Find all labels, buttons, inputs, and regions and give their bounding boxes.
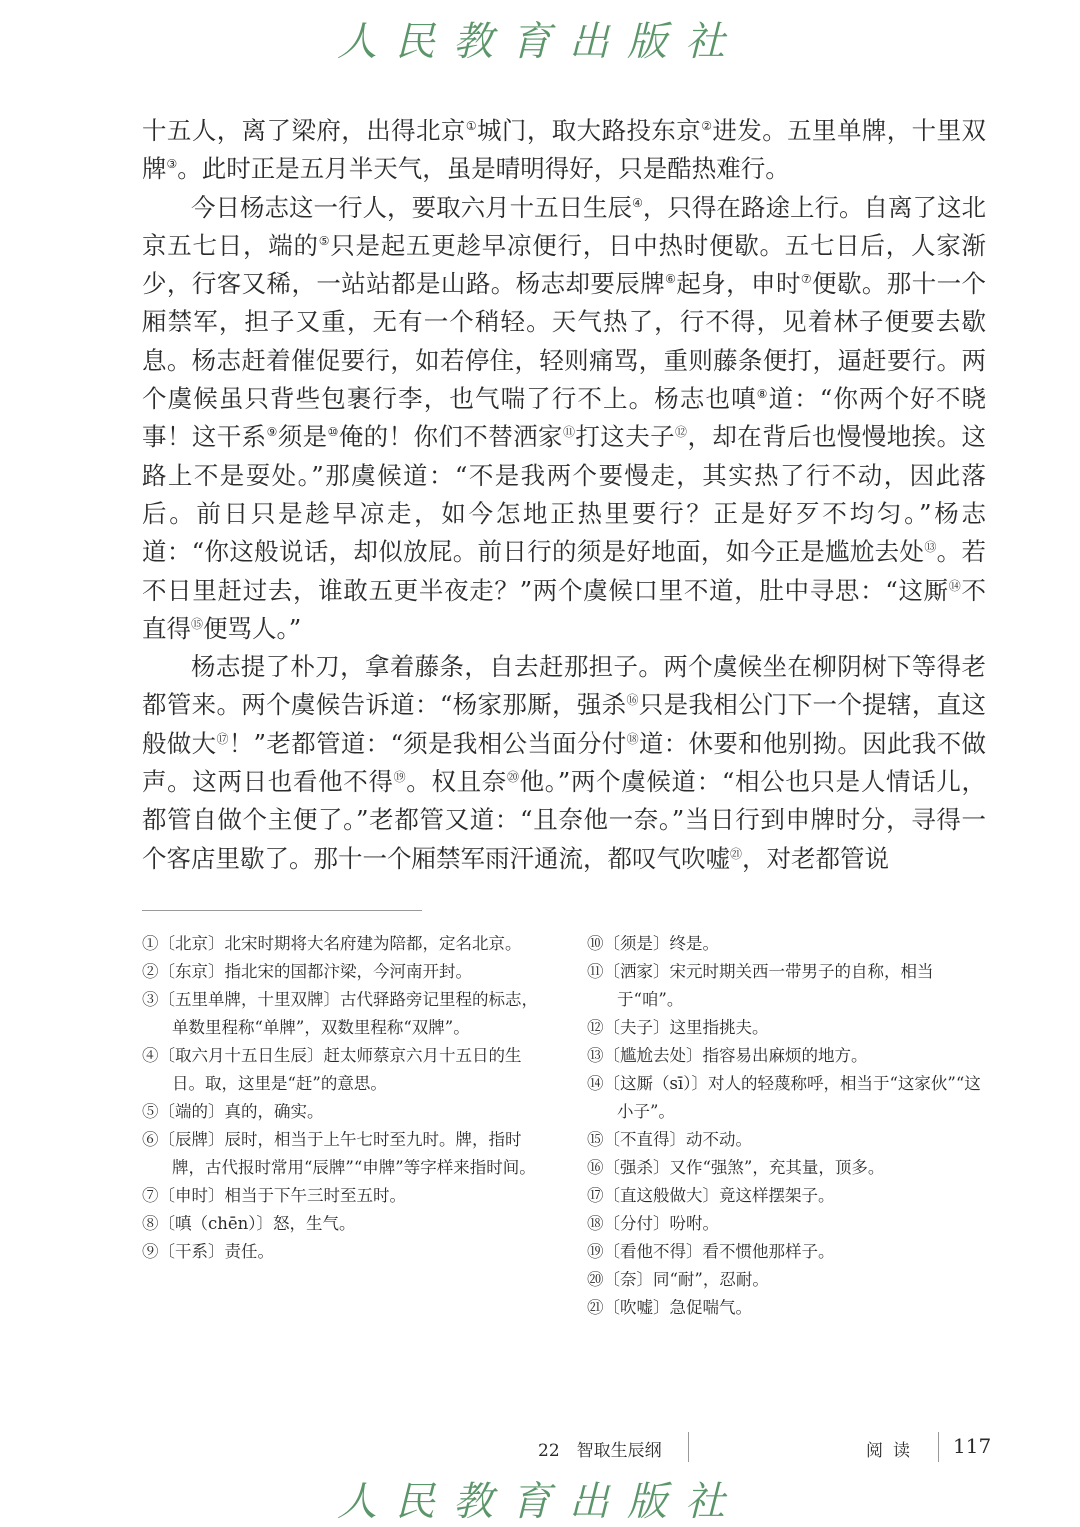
paragraph-1 (142, 112, 986, 189)
paragraph-2 (142, 189, 986, 649)
text-run: 杨志提了朴刀，拿着藤条，自去赶那担子。两个虞候坐在柳阴树下等得老都管来。两个虞候告诉道：“杨家那厮，强杀 (142, 652, 986, 720)
footnote-ref[interactable]: ⑰ (216, 731, 229, 746)
footnote: ⑳〔奈〕同“耐”，忍耐。 (587, 1270, 769, 1289)
footnote: ⑪〔洒家〕宋元时期关西一带男子的自称，相当于“咱”。 (587, 962, 934, 1009)
text-run: ，却在背后也慢慢地挨。这路上不是耍处。”那虞候道：“不是我两个要慢走，其实热了行不动，因此落后。前日只是趁早凉走，如今怎地正热里要行？正是好歹不均匀。”杨志道：“你这般说话，却似放屁。前日行的须是好地面，如今正是尴尬去处 (142, 422, 986, 567)
footnote-ref[interactable]: ⑨ (266, 425, 278, 440)
text-run: 。若不日里赶过去，谁敢五更半夜走？”两个虞候口里不道，肚中寻思：“这厮 (142, 537, 986, 605)
text-run: 打这夫子 (575, 422, 676, 452)
footnote: ⑭〔这厮（sī）〕对人的轻蔑称呼，相当于“这家伙”“这小子”。 (587, 1074, 981, 1121)
text-run: 今日杨志这一行人，要取六月十五日生辰 (191, 192, 633, 222)
footnotes-left-column (142, 930, 542, 1266)
section-label: 阅读 (866, 1441, 920, 1461)
footnote-ref[interactable]: ⑲ (393, 769, 407, 784)
page-footer (0, 1432, 1080, 1466)
page-number: 117 (953, 1434, 992, 1458)
footnote-ref[interactable]: ⑦ (800, 272, 813, 287)
publisher-watermark-bottom: 人民教育出版社 (337, 1479, 743, 1525)
footnote: ⑫〔夫子〕这里指挑夫。 (587, 1018, 769, 1037)
footnote-ref[interactable]: ⑳ (506, 769, 520, 784)
text-run: 只是我相公门下一个提辖，直这般做大 (142, 690, 986, 758)
text-run: 十五人，离了梁府，出得北京 (142, 116, 466, 145)
text-run: ，对老都管说 (742, 843, 890, 873)
footnote: ⑨〔干系〕责任。 (142, 1242, 274, 1261)
footnote-ref[interactable]: ⑧ (756, 386, 769, 401)
footnote: ⑬〔尴尬去处〕指容易出麻烦的地方。 (587, 1046, 868, 1065)
paragraph-3 (142, 648, 986, 878)
footnote: ③〔五里单牌，十里双牌〕古代驿路旁记里程的标志，单数里程称“单牌”，双数里程称“双牌”。 (142, 990, 538, 1037)
text-run: 。此时正是五月半天气，虽是晴明得好，只是酷热难行。 (177, 154, 790, 184)
footnote: ⑧〔嗔（chēn）〕怒，生气。 (142, 1214, 356, 1233)
footnote-ref[interactable]: ⑯ (626, 693, 639, 708)
footnote-ref[interactable]: ① (465, 118, 478, 133)
footnote-ref[interactable]: ⑪ (562, 425, 576, 440)
footnote: ⑲〔看他不得〕看不惯他那样子。 (587, 1242, 835, 1261)
footnote-ref[interactable]: ⑥ (665, 272, 677, 287)
footnote: ⑩〔须是〕终是。 (587, 934, 719, 953)
footnote: ②〔东京〕指北宋的国都汴梁，今河南开封。 (142, 962, 472, 981)
text-run: 进发。五里单牌，十里双牌 (142, 116, 986, 184)
text-run: 。权且奈 (406, 767, 507, 797)
footnote: ⑯〔强杀〕又作“强煞”，充其量，顶多。 (587, 1158, 885, 1177)
footnote: ⑰〔直这般做大〕竟这样摆架子。 (587, 1186, 835, 1205)
text-run: 不直得 (142, 575, 986, 643)
text-run: ！”老都管道：“须是我相公当面分付 (228, 728, 627, 758)
footer-divider (688, 1432, 689, 1462)
footnote-ref[interactable]: ④ (632, 195, 643, 210)
footnote: ⑤〔端的〕真的，确实。 (142, 1102, 324, 1121)
text-run: 道：“你两个好不晓事！这干系 (142, 384, 987, 452)
footnote-ref[interactable]: ⑩ (327, 425, 339, 440)
footnote-ref[interactable]: ⑱ (626, 731, 639, 746)
footnote-ref[interactable]: ② (701, 118, 713, 133)
footnote: ①〔北京〕北宋时期将大名府建为陪都，定名北京。 (142, 934, 522, 953)
footnote-divider (142, 910, 422, 911)
text-run: 俺的！你们不替洒家 (338, 422, 563, 452)
footnote: ⑥〔辰牌〕辰时，相当于上午七时至九时。牌，指时牌，古代报时常用“辰牌”“申牌”等字样来指时间。 (142, 1130, 536, 1177)
main-text (142, 112, 986, 878)
footnotes-right-column (587, 930, 987, 1322)
footnote: ④〔取六月十五日生辰〕赶太师蔡京六月十五日的生日。取，这里是“赶”的意思。 (142, 1046, 522, 1093)
footnote: ⑮〔不直得〕动不动。 (587, 1130, 752, 1149)
text-run: 便歇。那十一个厢禁军，担子又重，无有一个稍轻。天气热了，行不得，见着林子便要去歇息。杨志赶着催促要行，如若停住，轻则痛骂，重则藤条便打，逼赶要行。两个虞候虽只背些包裹行李，也气喘了行不上。杨志也嗔 (142, 269, 987, 414)
footnote-ref[interactable]: ⑮ (191, 616, 204, 631)
text-run: 起身，申时 (676, 269, 801, 299)
publisher-watermark-top: 人民教育出版社 (337, 19, 743, 65)
text-run: 便骂人。” (203, 613, 302, 643)
footnote-ref[interactable]: ⑤ (318, 233, 331, 248)
footnote: ⑦〔申时〕相当于下午三时至五时。 (142, 1186, 406, 1205)
text-run: 道：休要和他别拗。因此我不做声。这两日也看他不得 (142, 728, 986, 797)
text-run: 城门，取大路投东京 (477, 116, 702, 145)
footnote: ㉑〔吹嘘〕急促喘气。 (587, 1298, 752, 1317)
text-run: 他。”两个虞候道：“相公也只是人情话儿，都管自做个主便了。”老都管又道：“且奈他一奈。”当日行到申牌时分，寻得一个客店里歇了。那十一个厢禁军雨汗通流，都叹气吹嘘 (142, 767, 986, 873)
footer-divider (938, 1432, 939, 1462)
footnote-ref[interactable]: ⑫ (675, 425, 688, 440)
chapter-title: 22 智取生辰纲 (538, 1441, 662, 1461)
footnote-ref[interactable]: ㉑ (730, 846, 743, 861)
text-run: ，只得在路途上行。自离了这北京五七日，端的 (142, 192, 986, 260)
footnote: ⑱〔分付〕吩咐。 (587, 1214, 719, 1233)
text-run: 只是起五更趁早凉便行，日中热时便歇。五七日后，人家渐少，行客又稀，一站站都是山路。杨志却要辰牌 (142, 230, 987, 299)
footnote-ref[interactable]: ⑬ (924, 540, 937, 555)
text-run: 须是 (277, 422, 328, 452)
footnote-ref[interactable]: ③ (166, 157, 178, 172)
footnote-ref[interactable]: ⑭ (948, 578, 962, 593)
